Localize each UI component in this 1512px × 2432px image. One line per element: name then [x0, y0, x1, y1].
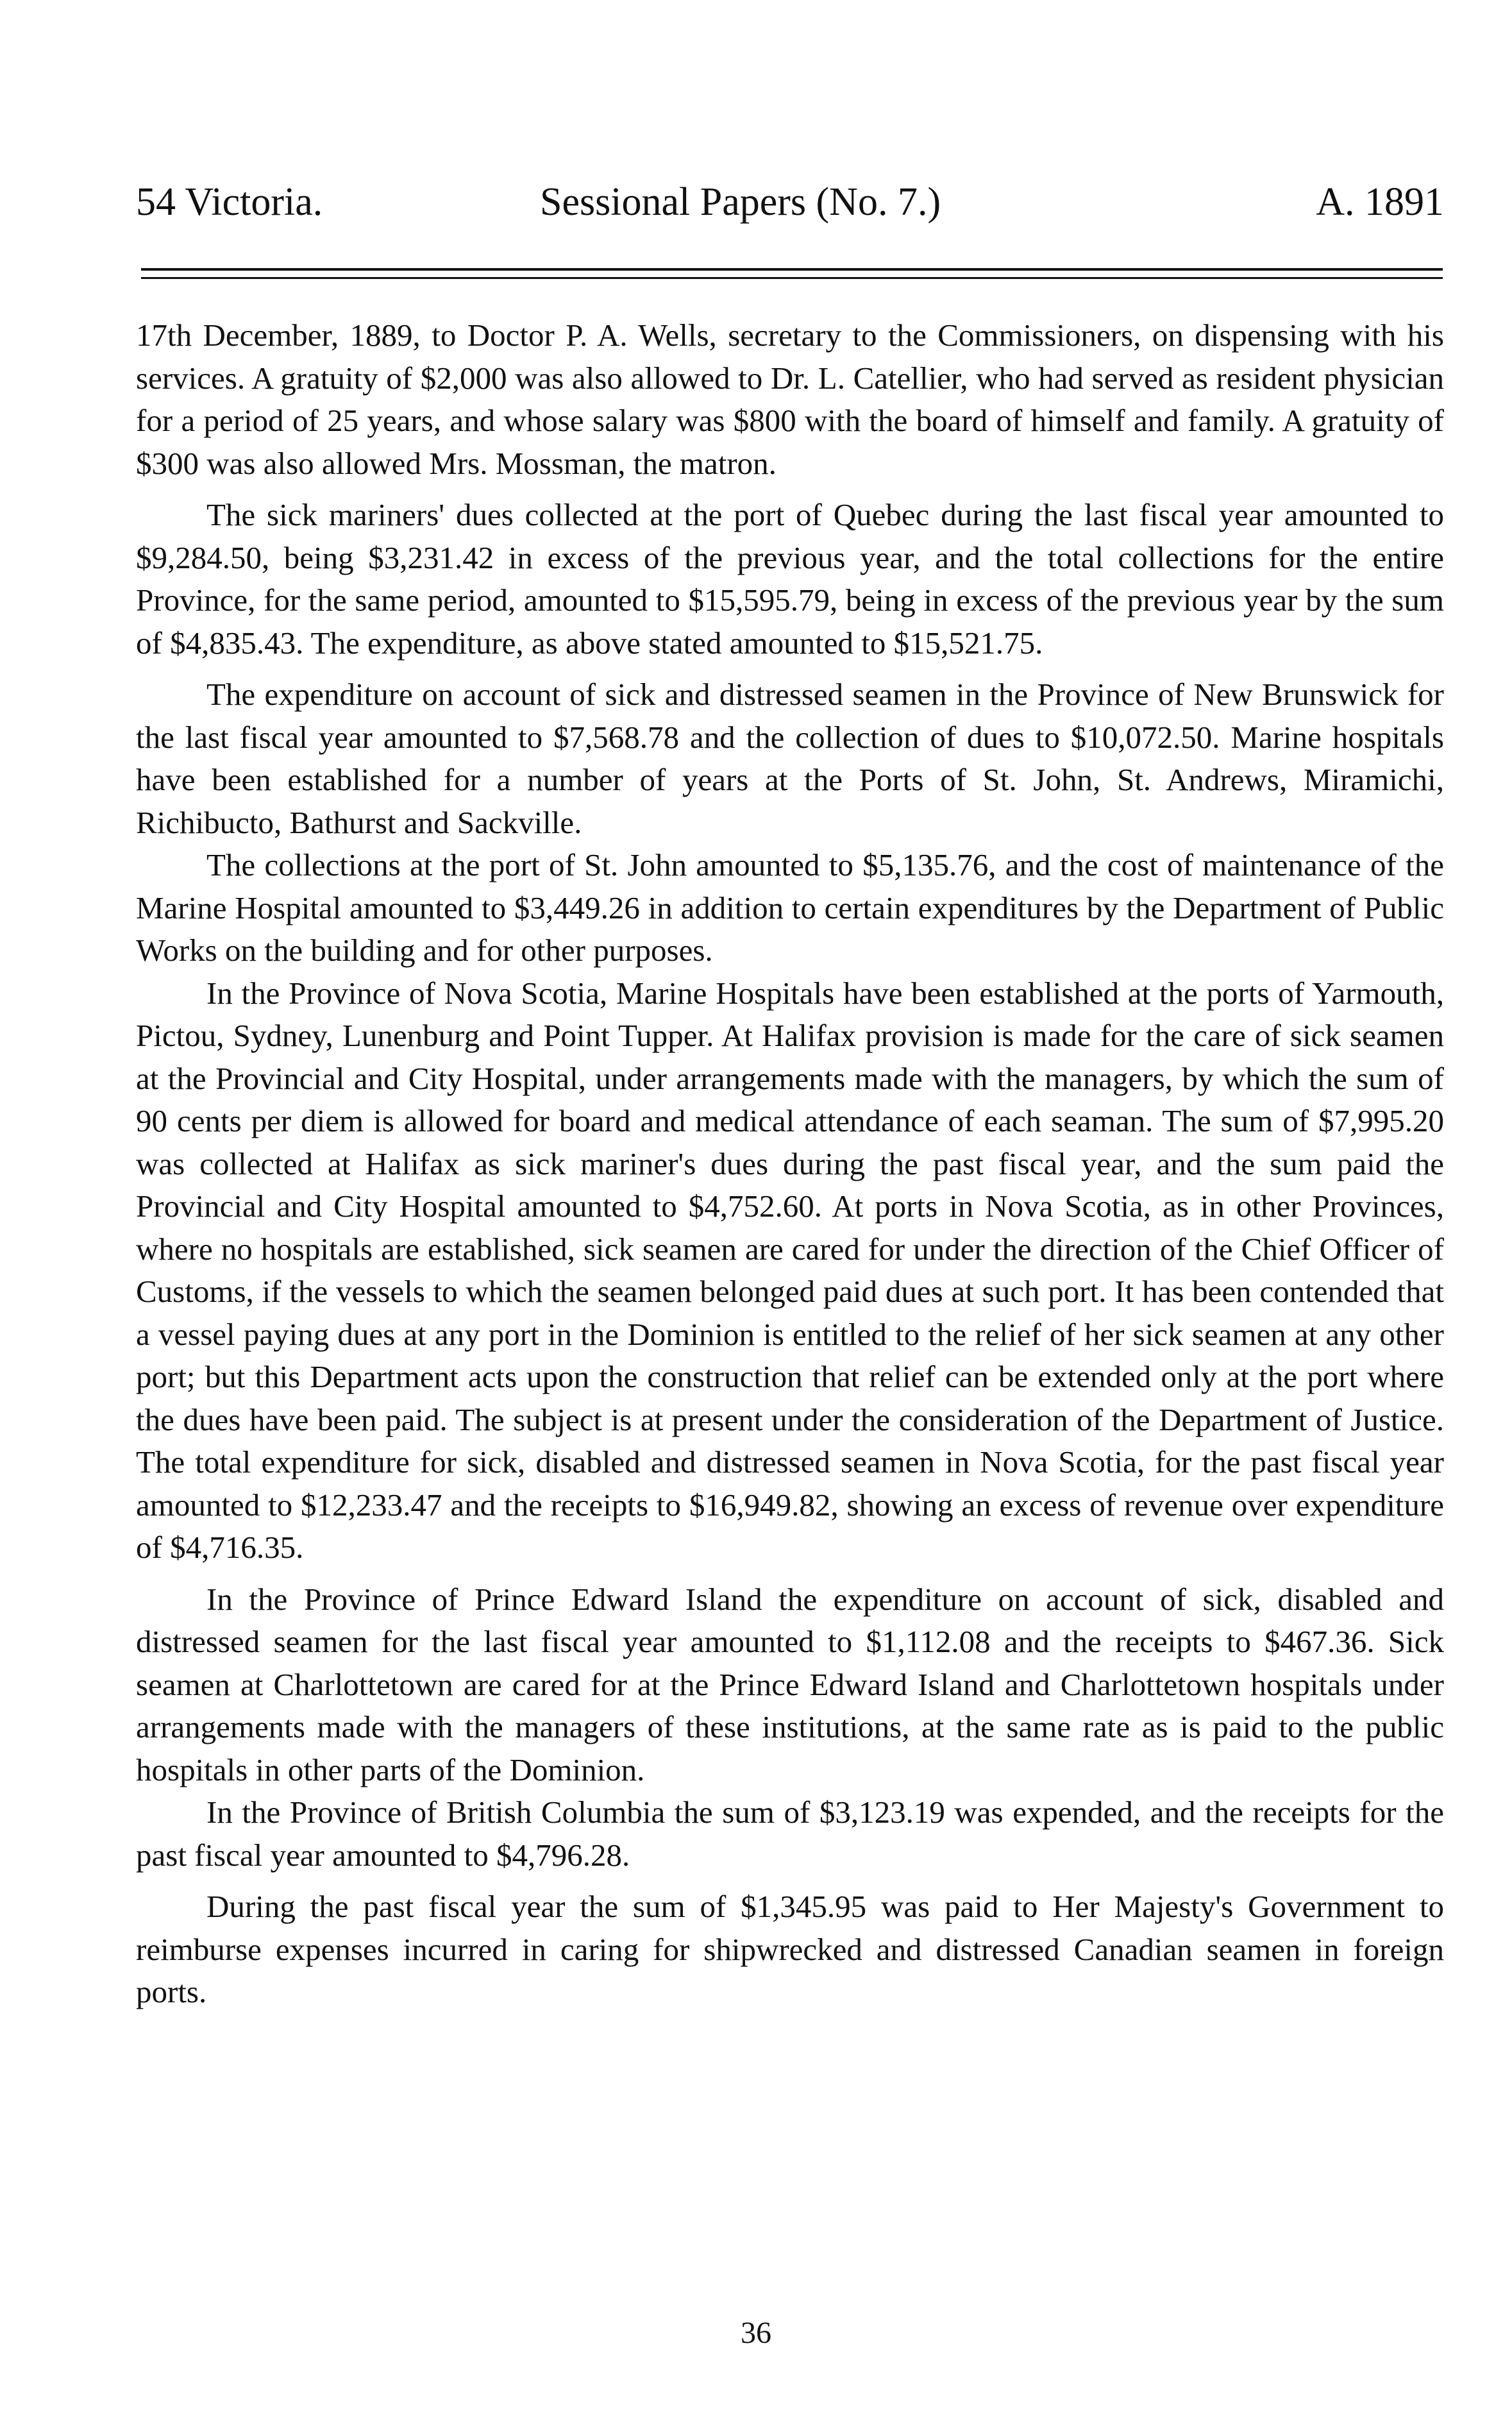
header-session: 54 Victoria. [136, 180, 323, 224]
running-header [136, 180, 1444, 231]
paragraph: During the past fiscal year the sum of $1,345.95 was paid to Her Majesty's Government to reimburse expenses incurred in caring for shipwrecked and distressed Canadian seamen in foreign ports. [136, 1889, 1444, 2009]
page-number: 36 [741, 2316, 771, 2350]
paragraph: The collections at the port of St. John amounted to $5,135.76, and the cost of maintenance of the Marine Hospital amounted to $3,449.26 in addition to certain expenditures by the Department of Public Works on the building and for other purposes. [136, 847, 1444, 968]
document-body [136, 314, 1444, 2023]
header-divider-secondary [141, 277, 1443, 279]
paragraph: The sick mariners' dues collected at the port of Quebec during the last fiscal year amounted to $9,284.50, being $3,231.42 in excess of the previous year, and the total collections for the entire Province, for the same period, amounted to $15,595.79, being in excess of the previous year by the sum of $4,835.43. The expenditure, as above stated amounted to $15,521.75. [136, 497, 1444, 661]
paragraph: In the Province of British Columbia the sum of $3,123.19 was expended, and the receipts for the past fiscal year amounted to $4,796.28. [136, 1794, 1444, 1873]
paragraph: The expenditure on account of sick and distressed seamen in the Province of New Brunswick for the last fiscal year amounted to $7,568.78 and the collection of dues to $10,072.50. Marine hospitals have been established for a number of years at the Ports of St. John, St. Andrews, Miramichi, Richibucto, Bathurst and Sackville. [136, 677, 1444, 840]
paragraph: In the Province of Prince Edward Island the expenditure on account of sick, disabled and distressed seamen for the last fiscal year amounted to $1,112.08 and the receipts to $467.36. Sick seamen at Charlottetown are cared for at the Prince Edward Island and Charlottetown hospitals under arrangements made with the managers of these institutions, at the same rate as is paid to the public hospitals in other parts of the Dominion. [136, 1581, 1444, 1787]
header-divider [141, 268, 1443, 271]
paragraph: 17th December, 1889, to Doctor P. A. Wells, secretary to the Commissioners, on dispensing with his services. A gratuity of $2,000 was also allowed to Dr. L. Catellier, who had served as resident physician for a period of 25 years, and whose salary was $800 with the board of himself and family. A gratuity of $300 was also allowed Mrs. Mossman, the matron. [136, 317, 1444, 481]
header-title: Sessional Papers (No. 7.) [540, 180, 941, 224]
paragraph: In the Province of Nova Scotia, Marine Hospitals have been established at the ports of Yarmouth, Pictou, Sydney, Lunenburg and Point Tupper. At Halifax provision is made for the care of sick seamen at the Provincial and City Hospital, under arrangements made with the managers, by which the sum of 90 cents per diem is allowed for board and medical attendance of each seaman. The sum of $7,995.20 was collected at Halifax as sick mariner's dues during the past fiscal year, and the sum paid the Provincial and City Hospital amounted to $4,752.60. At ports in Nova Scotia, as in other Provinces, where no hospitals are established, sick seamen are cared for under the direction of the Chief Officer of Customs, if the vessels to which the seamen belonged paid dues at such port. It has been contended that a vessel paying dues at any port in the Dominion is entitled to the relief of her sick seamen at any other port; but this Department acts upon the construction that relief can be extended only at the port where the dues have been paid. The subject is at present under the consideration of the Department of Justice. The total expenditure for sick, disabled and distressed seamen in Nova Scotia, for the past fiscal year amounted to $12,233.47 and the receipts to $16,949.82, showing an excess of revenue over expenditure of $4,716.35. [136, 975, 1444, 1565]
header-year: A. 1891 [1316, 180, 1444, 224]
